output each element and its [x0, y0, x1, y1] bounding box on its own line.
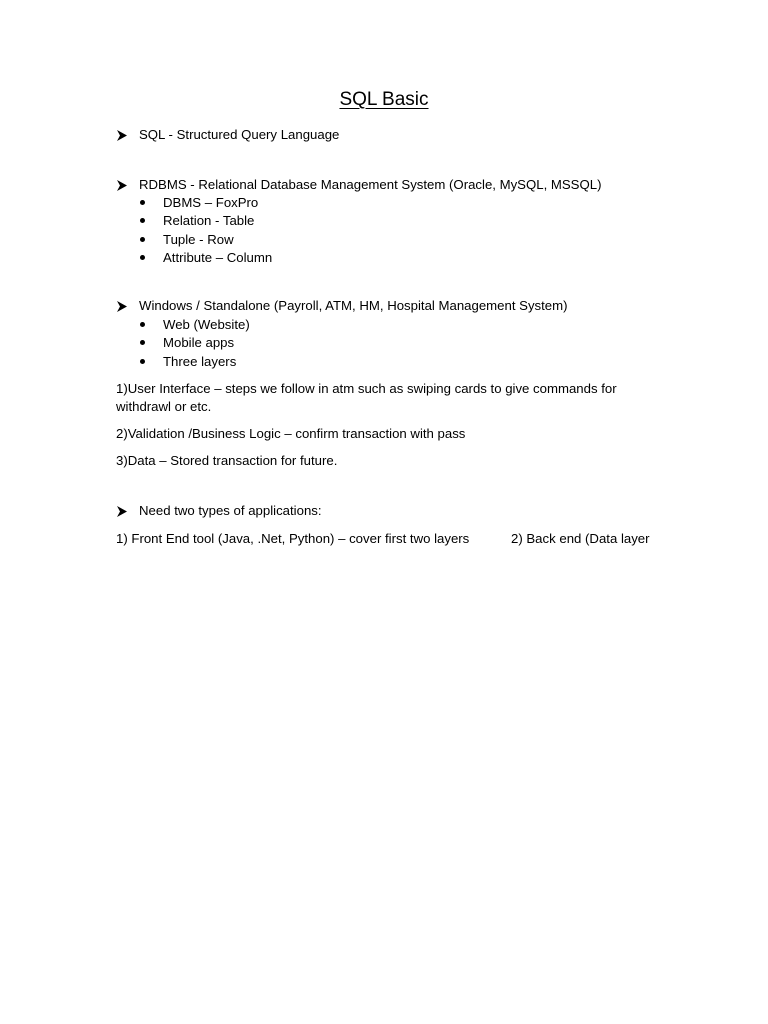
layer-data: 3)Data – Stored transaction for future. — [116, 453, 338, 468]
list-item: Attribute – Column — [163, 250, 273, 265]
list-item: DBMS – FoxPro — [163, 195, 259, 210]
section-windows-standalone: Windows / Standalone (Payroll, ATM, HM, Hospital Management System) — [139, 298, 568, 313]
arrow-bullet-icon — [117, 176, 127, 194]
section-application-types: Need two types of applications: — [139, 503, 322, 518]
list-item: Mobile apps — [163, 335, 235, 350]
dot-bullet-icon — [140, 237, 145, 242]
layer-user-interface: 1)User Interface – steps we follow in atm such as swiping cards to give commands for withdrawl or etc. — [116, 381, 617, 414]
list-item: Tuple - Row — [163, 232, 234, 247]
dot-bullet-icon — [140, 218, 145, 223]
arrow-bullet-icon — [117, 297, 127, 315]
back-end-application: 2) Back end (Data layer — [511, 531, 650, 546]
layer-business-logic: 2)Validation /Business Logic – confirm transaction with pass — [116, 426, 466, 441]
dot-bullet-icon — [140, 322, 145, 327]
list-item: Relation - Table — [163, 213, 255, 228]
dot-bullet-icon — [140, 359, 145, 364]
list-item: Web (Website) — [163, 317, 250, 332]
page-title: SQL Basic — [339, 89, 429, 110]
list-item: Three layers — [163, 354, 237, 369]
dot-bullet-icon — [140, 340, 145, 345]
section-sql-definition: SQL - Structured Query Language — [139, 127, 340, 142]
arrow-bullet-icon — [117, 126, 127, 144]
arrow-bullet-icon — [117, 502, 127, 520]
front-end-application: 1) Front End tool (Java, .Net, Python) – cover first two layers — [116, 531, 470, 546]
section-rdbms-definition: RDBMS - Relational Database Management System (Oracle, MySQL, MSSQL) — [139, 177, 602, 192]
dot-bullet-icon — [140, 255, 145, 260]
dot-bullet-icon — [140, 200, 145, 205]
